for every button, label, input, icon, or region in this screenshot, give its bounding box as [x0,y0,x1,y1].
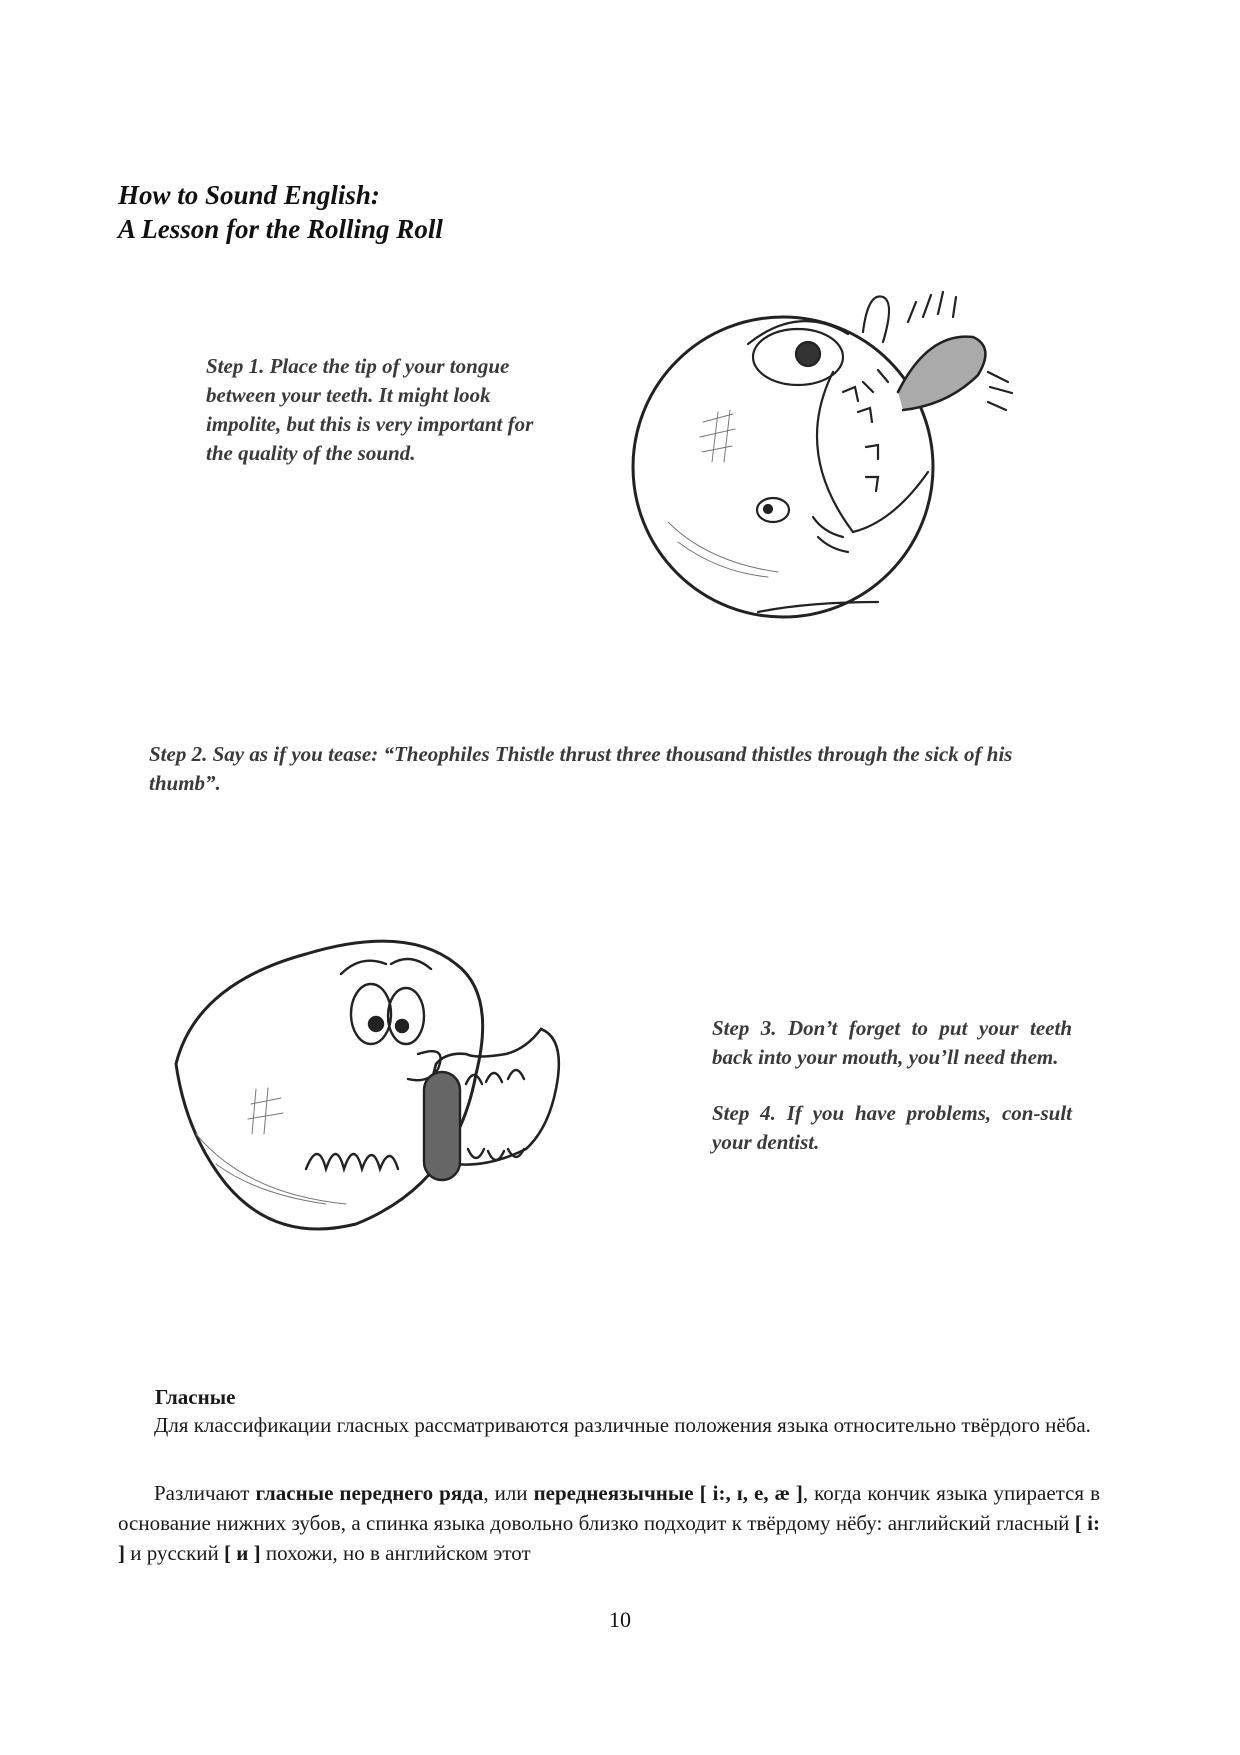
para2-text-5: похожи, но в английском этот [260,1541,531,1565]
para2-text-4: и русский [125,1541,225,1565]
section-heading: Гласные [155,1385,236,1409]
rolling-roll-tongue-illustration [608,262,1028,652]
step-1-text: Step 1. Place the tip of your tongue between your teeth. It might look impolite, but this is very important for the quality of the sound. [206,354,534,465]
paragraph-1: Для классификации гласных рассматриваются различные положения языка относительно твёрдого нёба. [154,1413,1091,1437]
step-2-text: Step 2. Say as if you tease: “Theophiles Thistle thrust three thousand thistles through the sick of his thumb”. [149,742,1013,795]
step-3-text: Step 3. Don’t forget to put your teeth back into your mouth, you’ll need them. [712,1016,1072,1069]
para2-bold-1: гласные переднего ряда [255,1481,484,1505]
para2-text-3: , когда кончик языка упирается в основание нижних зубов, а спинка языка довольно близко подходит к твёрдому нёбу: английский гласный [118,1481,1100,1535]
para2-text-1: Различают [154,1481,256,1505]
paragraph-2 [118,1478,1100,1568]
title-line-2: A Lesson for the Rolling Roll [118,214,443,244]
page-number: 10 [609,1607,631,1632]
step-4-text: Step 4. If you have problems, con-sult your dentist. [712,1101,1072,1154]
para2-bold-2: переднеязычные [ i:, ɪ, e, æ ] [533,1481,803,1505]
para2-bold-4: [ и ] [224,1541,261,1565]
rolling-roll-teeth-illustration [156,904,632,1318]
page-title [118,178,443,246]
para2-bold-3: [ i: ] [118,1511,1100,1565]
steps-3-4-text [712,1014,1072,1184]
para2-text-2: , или [483,1481,534,1505]
title-line-1: How to Sound English: [118,180,380,210]
